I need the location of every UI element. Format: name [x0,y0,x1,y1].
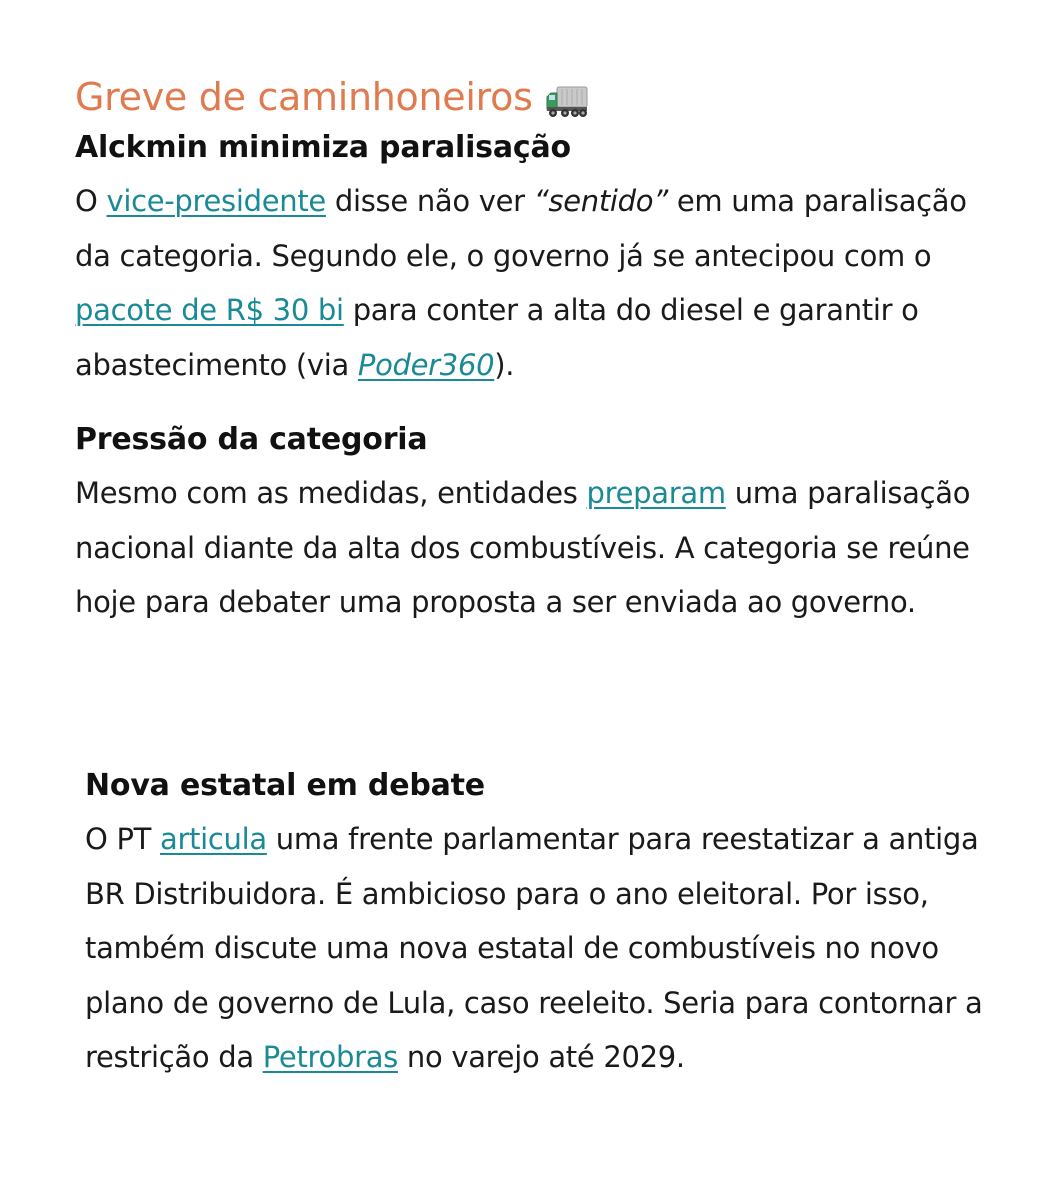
preparam-link[interactable]: preparam [586,476,726,510]
articula-link[interactable]: articula [159,822,267,856]
text-run: no varejo até 2029. [397,1040,685,1074]
text-run: ). [494,347,515,382]
text-run: Mesmo com as medidas, entidades [75,476,587,510]
text-run: O PT [85,822,160,856]
text-run: para conter a alta do diesel e garantir o abastecimento (via [75,293,919,382]
story-heading: Nova estatal em debate [85,768,485,803]
vice-presidente-link[interactable]: vice-presidente [106,184,326,218]
truckers-strike-section [75,72,980,630]
section-title-text: Greve de caminhoneiros [75,75,533,119]
text-run: em uma paralisação da categoria. Segundo ele, o governo já se antecipou com o [75,184,967,273]
story-pressao [75,414,980,630]
story-body [85,812,990,1085]
story-nova-estatal [85,760,990,1085]
text-run: uma frente parlamentar para reestatizar a antiga BR Distribuidora. É ambicioso para o ano eleitoral. Por isso, também discute uma nova estatal de combustíveis no novo plano de governo de Lula, caso reeleito. Seria para contornar a restrição da [85,822,983,1074]
story-body [75,466,980,630]
pacote-link[interactable]: pacote de R$ 30 bi [75,293,344,327]
section-title [75,72,980,122]
story-body [75,174,980,392]
text-run: disse não ver [325,184,534,218]
emphasis-text: “sentido” [533,184,668,218]
truck-icon [545,81,589,117]
story-alckmin [75,122,980,392]
poder360-link[interactable]: Poder360 [357,347,495,382]
story-heading: Pressão da categoria [75,422,428,457]
text-run: O [75,184,107,218]
petrobras-link[interactable]: Petrobras [262,1040,398,1074]
story-heading: Alckmin minimiza paralisação [75,130,571,165]
text-run: uma paralisação nacional diante da alta dos combustíveis. A categoria se reúne hoje para debater uma proposta a ser enviada ao governo. [75,476,971,619]
